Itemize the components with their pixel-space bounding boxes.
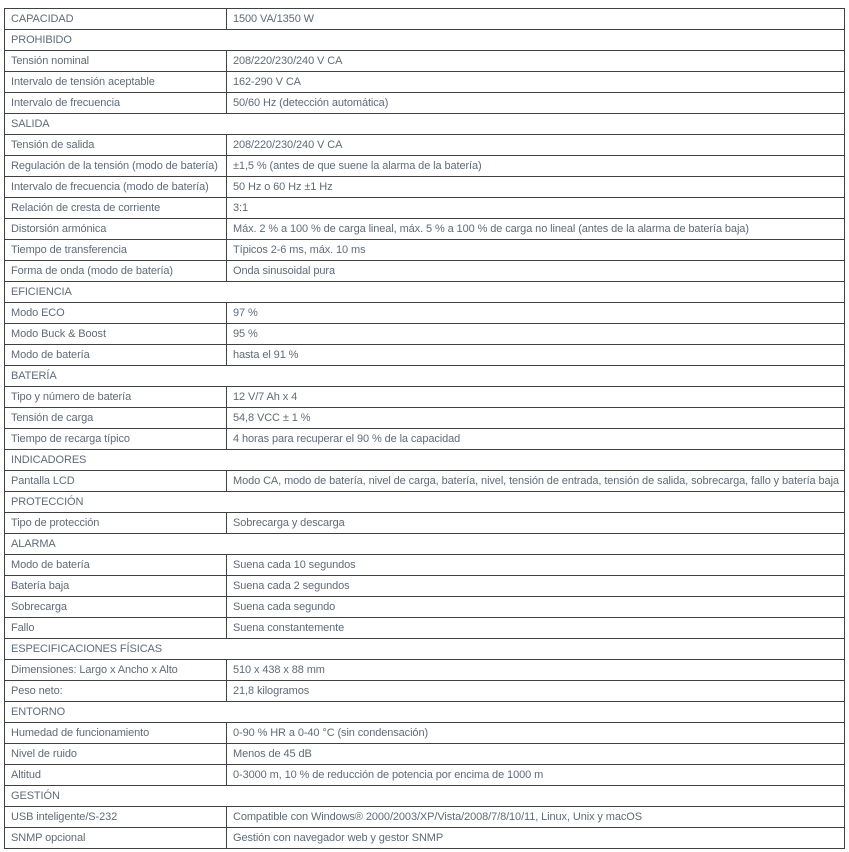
spec-label-cell: Tensión de salida	[5, 135, 227, 156]
spec-label-cell: Tensión de carga	[5, 408, 227, 429]
spec-label-cell: Modo ECO	[5, 303, 227, 324]
spec-row	[5, 303, 845, 324]
section-header-cell: PROHIBIDO	[5, 30, 845, 51]
spec-row	[5, 807, 845, 828]
spec-row	[5, 9, 845, 30]
spec-label-cell: Forma de onda (modo de batería)	[5, 261, 227, 282]
spec-label-cell: USB inteligente/S-232	[5, 807, 227, 828]
spec-row	[5, 72, 845, 93]
spec-row	[5, 135, 845, 156]
section-header-row	[5, 30, 845, 51]
spec-label-cell: Nivel de ruido	[5, 744, 227, 765]
spec-label-cell: Regulación de la tensión (modo de batería)	[5, 156, 227, 177]
spec-value-cell: 21,8 kilogramos	[227, 681, 845, 702]
spec-label-cell: Tensión nominal	[5, 51, 227, 72]
section-header-row	[5, 534, 845, 555]
spec-label-cell: Intervalo de frecuencia (modo de batería)	[5, 177, 227, 198]
spec-row	[5, 387, 845, 408]
spec-table-body	[5, 9, 845, 849]
section-header-cell: EFICIENCIA	[5, 282, 845, 303]
spec-value-cell: 97 %	[227, 303, 845, 324]
spec-row	[5, 471, 845, 492]
spec-label-cell: Batería baja	[5, 576, 227, 597]
spec-label-cell: Distorsión armónica	[5, 219, 227, 240]
spec-value-cell: Suena cada segundo	[227, 597, 845, 618]
spec-row	[5, 261, 845, 282]
spec-label-cell: Pantalla LCD	[5, 471, 227, 492]
spec-label-cell: Modo Buck & Boost	[5, 324, 227, 345]
spec-value-cell: 95 %	[227, 324, 845, 345]
spec-row	[5, 93, 845, 114]
spec-label-cell: Intervalo de tensión aceptable	[5, 72, 227, 93]
section-header-cell: ENTORNO	[5, 702, 845, 723]
spec-value-cell: 208/220/230/240 V CA	[227, 51, 845, 72]
spec-label-cell: SNMP opcional	[5, 828, 227, 849]
section-header-row	[5, 366, 845, 387]
spec-value-cell: Suena cada 2 segundos	[227, 576, 845, 597]
spec-row	[5, 156, 845, 177]
spec-table	[4, 8, 845, 849]
section-header-cell: ESPECIFICACIONES FÍSICAS	[5, 639, 845, 660]
spec-row	[5, 345, 845, 366]
spec-row	[5, 513, 845, 534]
section-header-cell: ALARMA	[5, 534, 845, 555]
spec-label-cell: Humedad de funcionamiento	[5, 723, 227, 744]
spec-value-cell: Suena cada 10 segundos	[227, 555, 845, 576]
spec-value-cell: 4 horas para recuperar el 90 % de la capacidad	[227, 429, 845, 450]
spec-value-cell: 162-290 V CA	[227, 72, 845, 93]
spec-row	[5, 723, 845, 744]
spec-value-cell: 3:1	[227, 198, 845, 219]
section-header-row	[5, 492, 845, 513]
spec-row	[5, 597, 845, 618]
spec-value-cell: ±1,5 % (antes de que suene la alarma de la batería)	[227, 156, 845, 177]
section-header-row	[5, 450, 845, 471]
spec-value-cell: Compatible con Windows® 2000/2003/XP/Vista/2008/7/8/10/11, Linux, Unix y macOS	[227, 807, 845, 828]
spec-label-cell: Tiempo de transferencia	[5, 240, 227, 261]
spec-row	[5, 429, 845, 450]
spec-row	[5, 576, 845, 597]
spec-value-cell: 510 x 438 x 88 mm	[227, 660, 845, 681]
spec-row	[5, 198, 845, 219]
section-header-cell: PROTECCIÓN	[5, 492, 845, 513]
spec-value-cell: Sobrecarga y descarga	[227, 513, 845, 534]
spec-row	[5, 408, 845, 429]
spec-label-cell: Tipo y número de batería	[5, 387, 227, 408]
spec-value-cell: 1500 VA/1350 W	[227, 9, 845, 30]
spec-row	[5, 555, 845, 576]
section-header-cell: INDICADORES	[5, 450, 845, 471]
spec-value-cell: Modo CA, modo de batería, nivel de carga, batería, nivel, tensión de entrada, tensión de salida, sobrecarga, fallo y batería baja	[227, 471, 845, 492]
spec-row	[5, 744, 845, 765]
spec-value-cell: 50 Hz o 60 Hz ±1 Hz	[227, 177, 845, 198]
spec-value-cell: Máx. 2 % a 100 % de carga lineal, máx. 5 % a 100 % de carga no lineal (antes de la alarma de batería baja)	[227, 219, 845, 240]
spec-label-cell: Sobrecarga	[5, 597, 227, 618]
spec-label-cell: Modo de batería	[5, 345, 227, 366]
spec-value-cell: 50/60 Hz (detección automática)	[227, 93, 845, 114]
spec-label-cell: Fallo	[5, 618, 227, 639]
spec-label-cell: CAPACIDAD	[5, 9, 227, 30]
spec-value-cell: 12 V/7 Ah x 4	[227, 387, 845, 408]
spec-row	[5, 765, 845, 786]
spec-label-cell: Relación de cresta de corriente	[5, 198, 227, 219]
spec-value-cell: Suena constantemente	[227, 618, 845, 639]
spec-row	[5, 660, 845, 681]
spec-row	[5, 219, 845, 240]
spec-row	[5, 828, 845, 849]
spec-row	[5, 324, 845, 345]
spec-label-cell: Tiempo de recarga típico	[5, 429, 227, 450]
spec-label-cell: Modo de batería	[5, 555, 227, 576]
spec-value-cell: 54,8 VCC ± 1 %	[227, 408, 845, 429]
section-header-row	[5, 702, 845, 723]
section-header-row	[5, 282, 845, 303]
spec-value-cell: Menos de 45 dB	[227, 744, 845, 765]
spec-label-cell: Altitud	[5, 765, 227, 786]
spec-label-cell: Intervalo de frecuencia	[5, 93, 227, 114]
spec-row	[5, 618, 845, 639]
section-header-cell: SALIDA	[5, 114, 845, 135]
section-header-row	[5, 786, 845, 807]
section-header-cell: BATERÍA	[5, 366, 845, 387]
spec-value-cell: 0-3000 m, 10 % de reducción de potencia por encima de 1000 m	[227, 765, 845, 786]
spec-label-cell: Peso neto:	[5, 681, 227, 702]
spec-value-cell: 208/220/230/240 V CA	[227, 135, 845, 156]
spec-value-cell: Gestión con navegador web y gestor SNMP	[227, 828, 845, 849]
spec-value-cell: Típicos 2-6 ms, máx. 10 ms	[227, 240, 845, 261]
section-header-row	[5, 114, 845, 135]
spec-label-cell: Dimensiones: Largo x Ancho x Alto	[5, 660, 227, 681]
spec-row	[5, 177, 845, 198]
section-header-cell: GESTIÓN	[5, 786, 845, 807]
spec-row	[5, 240, 845, 261]
section-header-row	[5, 639, 845, 660]
spec-row	[5, 681, 845, 702]
spec-value-cell: 0-90 % HR a 0-40 °C (sin condensación)	[227, 723, 845, 744]
spec-value-cell: Onda sinusoidal pura	[227, 261, 845, 282]
spec-value-cell: hasta el 91 %	[227, 345, 845, 366]
spec-row	[5, 51, 845, 72]
spec-label-cell: Tipo de protección	[5, 513, 227, 534]
